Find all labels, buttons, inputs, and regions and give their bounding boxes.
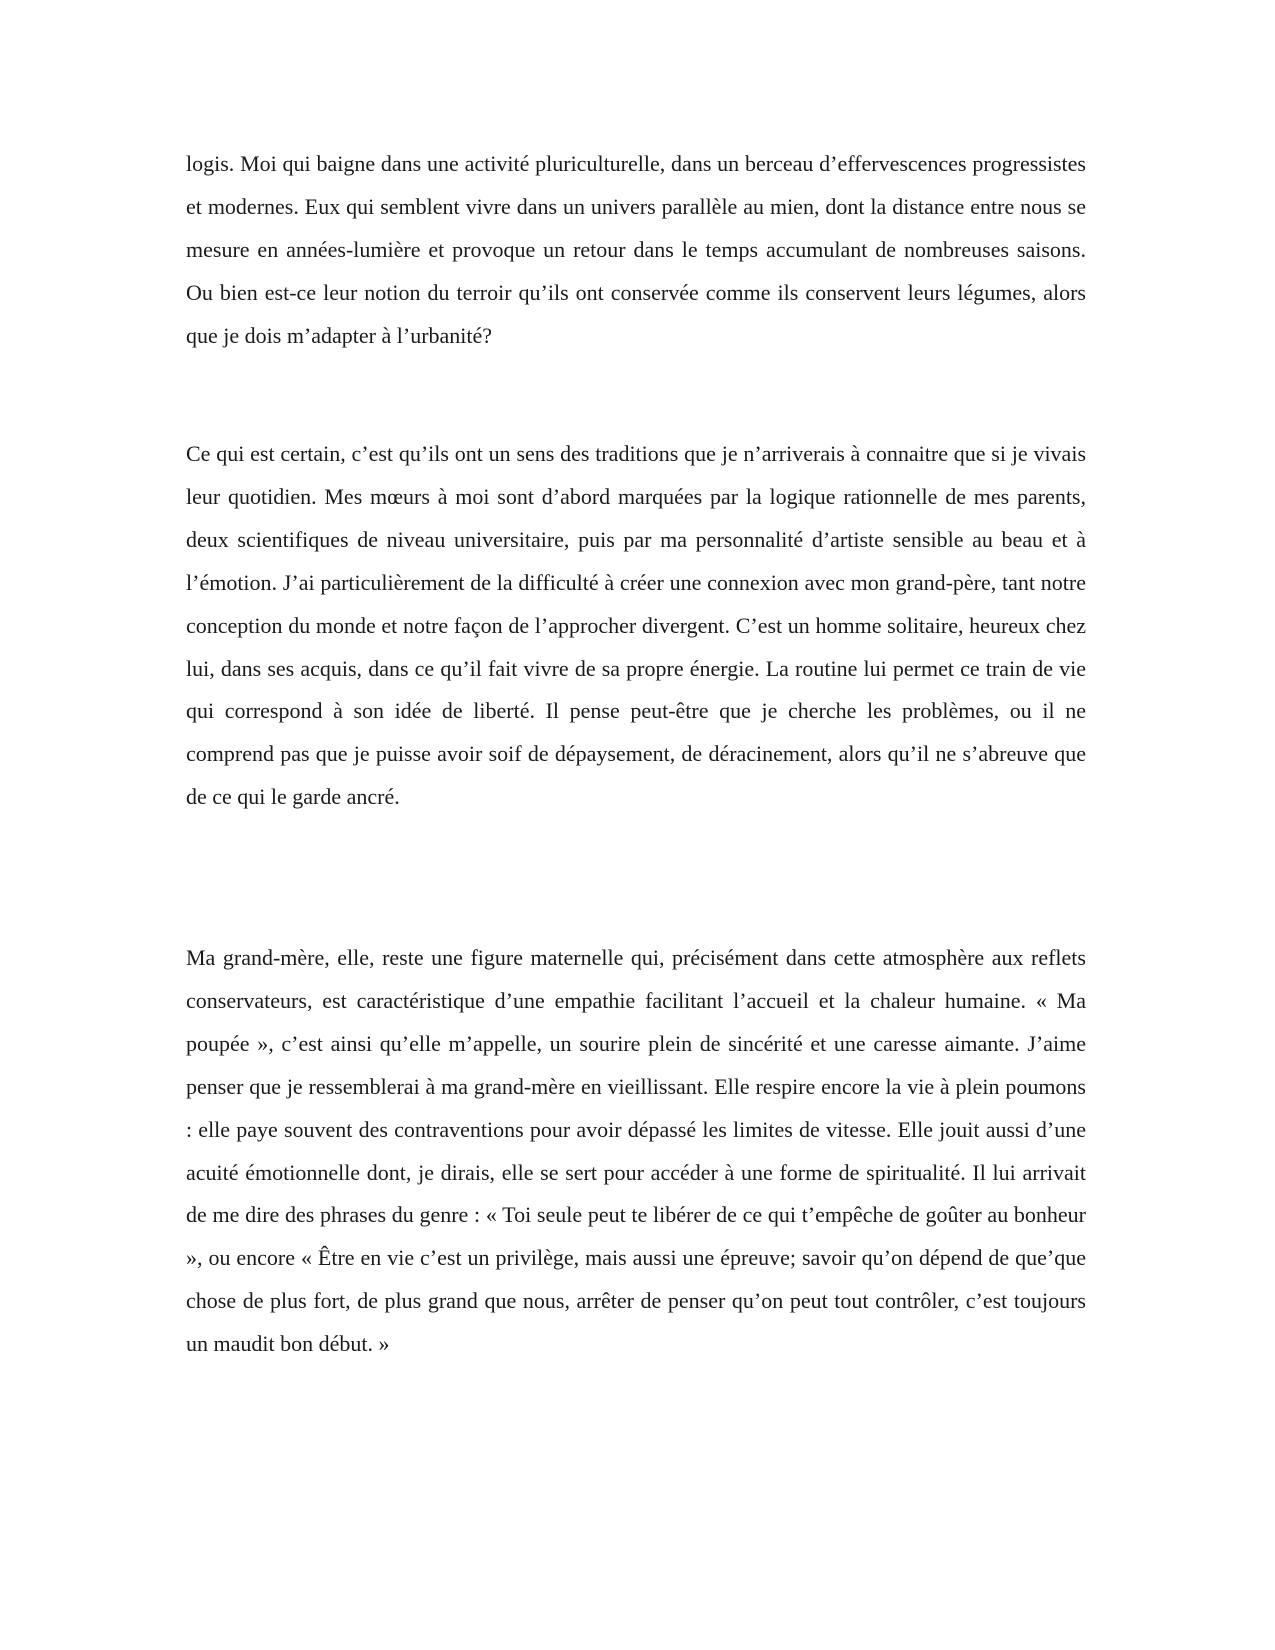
- paragraph-1: logis. Moi qui baigne dans une activité pluriculturelle, dans un berceau d’effervescences progressistes et modernes. Eux qui semblent vivre dans un univers parallèle au mien, dont la distance entre nous se mesure en années-lumière et provoque un retour dans le temps accumulant de nombreuses saisons. Ou bien est-ce leur notion du terroir qu’ils ont conservée comme ils conservent leurs légumes, alors que je dois m’adapter à l’urbanité?: [186, 151, 1086, 348]
- paragraph-3: Ma grand-mère, elle, reste une figure maternelle qui, précisément dans cette atmosphère aux reflets conservateurs, est caractéristique d’une empathie facilitant l’accueil et la chaleur humaine. « Ma poupée », c’est ainsi qu’elle m’appelle, un sourire plein de sincérité et une caresse aimante. J’aime penser que je ressemblerai à ma grand-mère en vieillissant. Elle respire encore la vie à plein poumons : elle paye souvent des contraventions pour avoir dépassé les limites de vitesse. Elle jouit aussi d’une acuité émotionnelle dont, je dirais, elle se sert pour accéder à une forme de spiritualité. Il lui arrivait de me dire des phrases du genre : « Toi seule peut te libérer de ce qui t’empêche de goûter au bonheur », ou encore « Être en vie c’est un privilège, mais aussi une épreuve; savoir qu’on dépend de que’que chose de plus fort, de plus grand que nous, arrêter de penser qu’on peut tout contrôler, c’est toujours un maudit bon début. »: [186, 945, 1086, 1357]
- paragraph-2: Ce qui est certain, c’est qu’ils ont un sens des traditions que je n’arriverais à connaitre que si je vivais leur quotidien. Mes mœurs à moi sont d’abord marquées par la logique rationnelle de mes parents, deux scientifiques de niveau universitaire, puis par ma personnalité d’artiste sensible au beau et à l’émotion. J’ai particulièrement de la difficulté à créer une connexion avec mon grand-père, tant notre conception du monde et notre façon de l’approcher divergent. C’est un homme solitaire, heureux chez lui, dans ses acquis, dans ce qu’il fait vivre de sa propre énergie. La routine lui permet ce train de vie qui correspond à son idée de liberté. Il pense peut-être que je cherche les problèmes, ou il ne comprend pas que je puisse avoir soif de dépaysement, de déracinement, alors qu’il ne s’abreuve que de ce qui le garde ancré.: [186, 441, 1086, 810]
